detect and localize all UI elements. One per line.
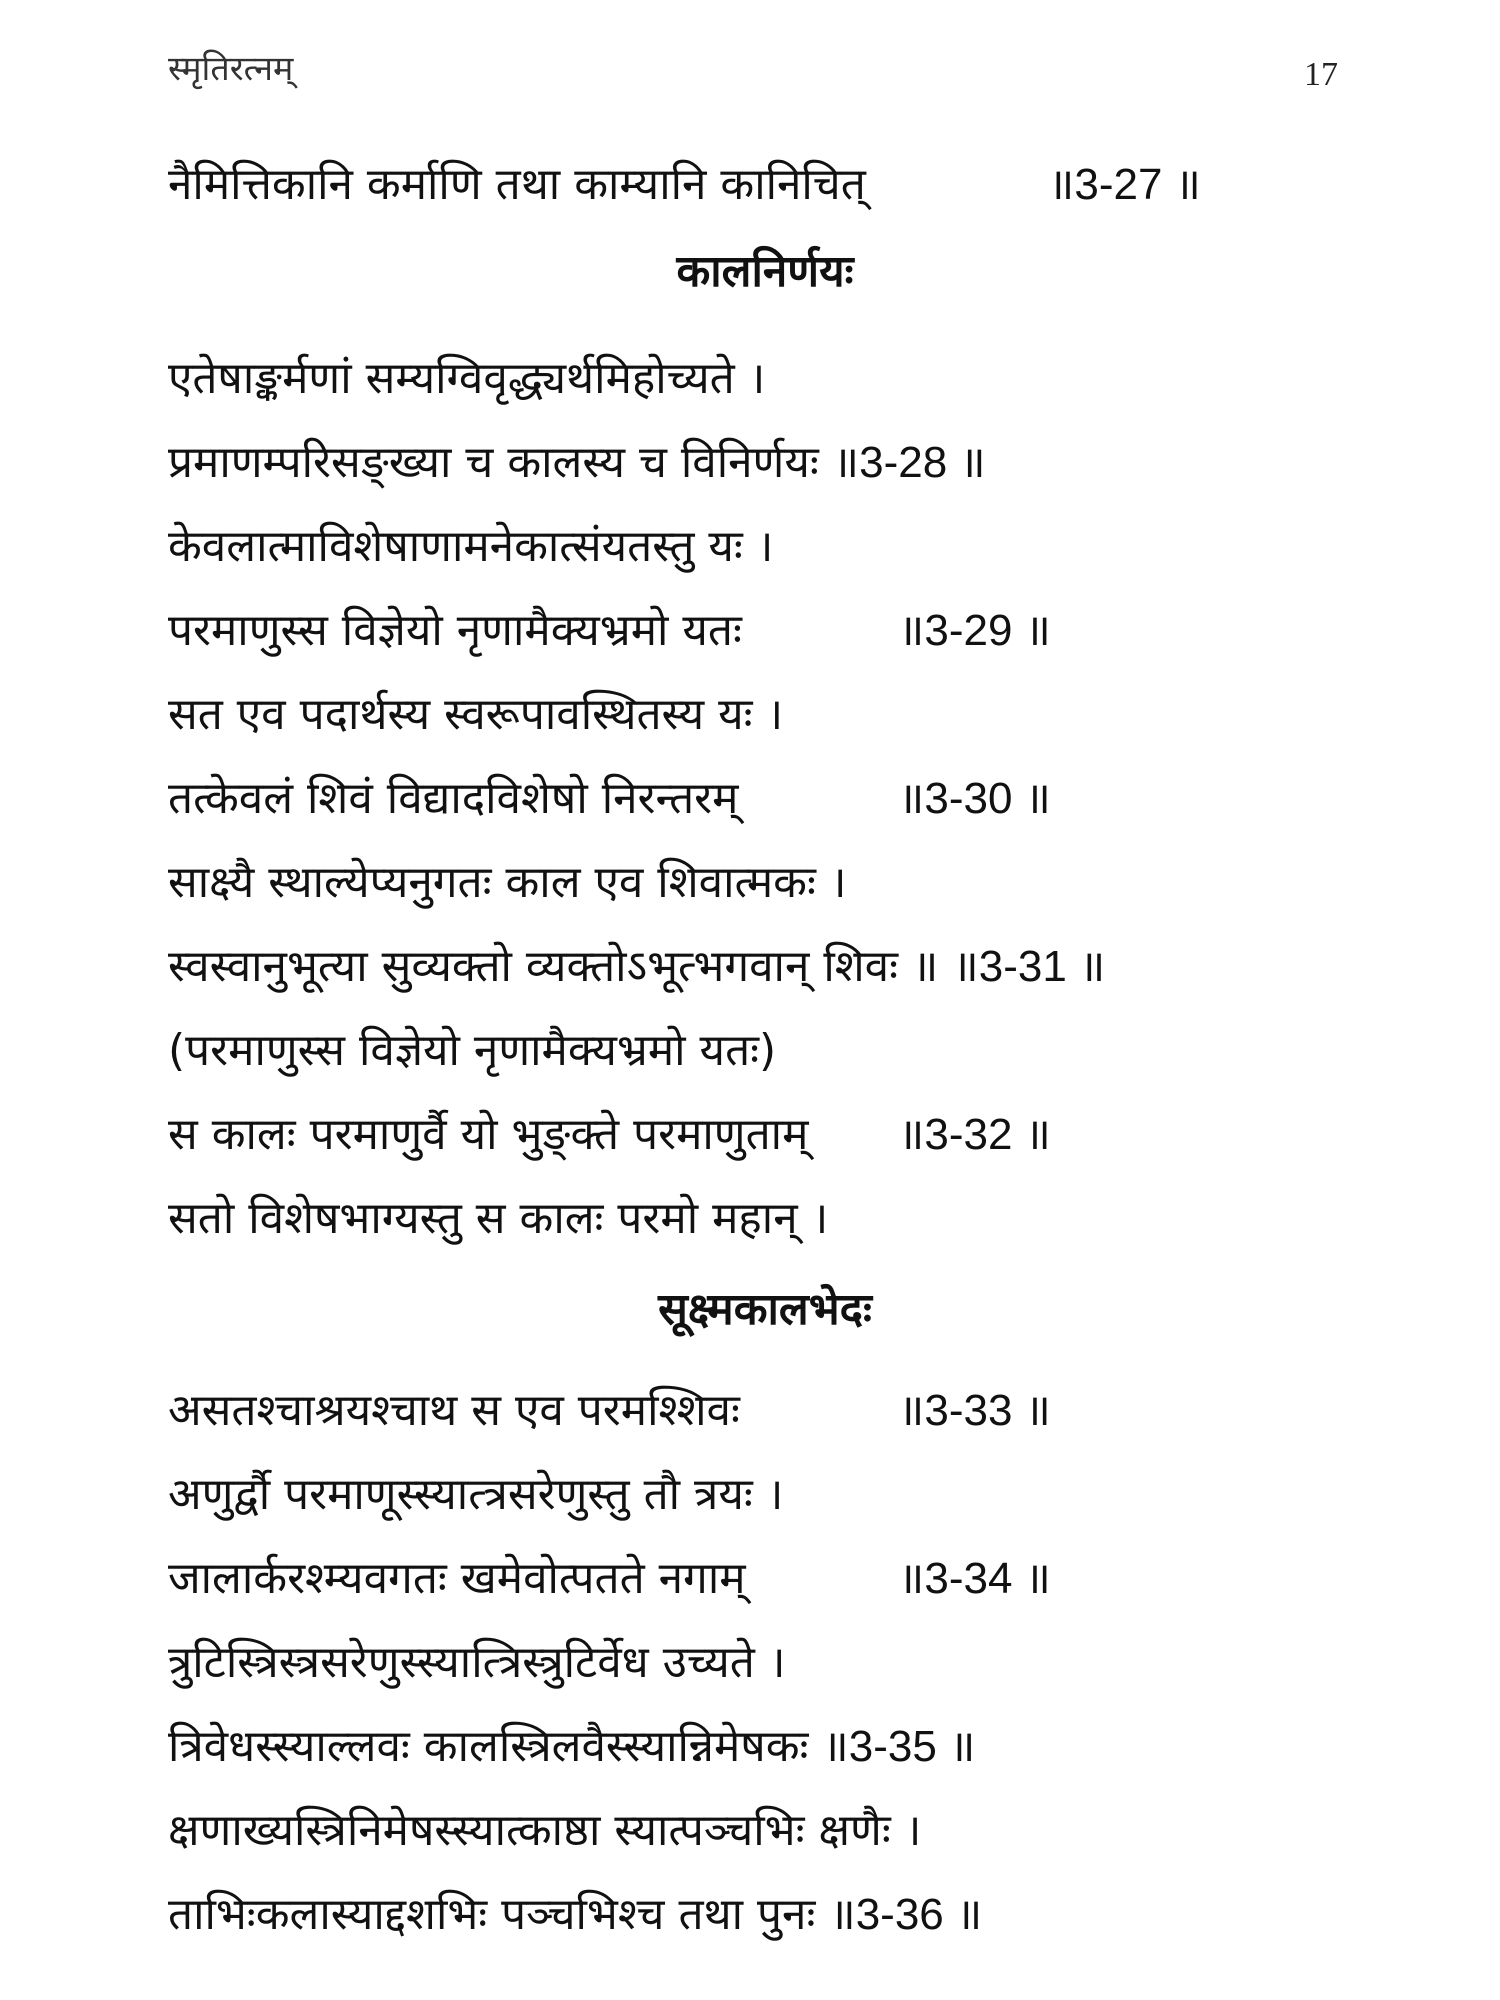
verse-number: ॥3-28 ॥ — [832, 438, 986, 487]
verse-text: ताभिःकलास्याद्दशभिः पञ्चभिश्च तथा पुनः — [168, 1889, 816, 1940]
verse-text: त्रुटिस्त्रिस्त्रसरेणुस्स्यात्त्रिस्त्रुटिर्वेध उच्यते । — [168, 1637, 786, 1688]
verse-number: ॥3-32 ॥ — [898, 1110, 1052, 1159]
verse-line — [168, 1880, 1218, 1944]
verse-text: असतश्चाश्रयश्चाथ स एव परमश्शिवः — [168, 1385, 740, 1436]
verse-text: स्वस्वानुभूत्या सुव्यक्तो व्यक्तोऽभूत्भगवान् शिवः ॥ — [168, 941, 939, 992]
verse-text: जालार्करश्म्यवगतः खमेवोत्पतते नगाम् — [168, 1553, 746, 1604]
verse-line — [168, 1100, 1218, 1164]
verse-text: त्रिवेधस्स्याल्लवः कालस्त्रिलवैस्स्यान्निमेषकः — [168, 1721, 809, 1772]
verse-line — [168, 680, 1218, 744]
verse-text: साक्ष्यै स्थाल्येप्यनुगतः काल एव शिवात्मकः । — [168, 857, 847, 908]
verse-line — [168, 596, 1218, 660]
verse-number: ॥3-27 ॥ — [1048, 160, 1202, 209]
verse-line — [168, 1544, 1218, 1608]
verse-text: केवलात्माविशेषाणामनेकात्संयतस्तु यः । — [168, 521, 774, 572]
verse-line — [168, 150, 1218, 214]
verse-text: परमाणुस्स विज्ञेयो नृणामैक्यभ्रमो यतः — [168, 605, 742, 656]
verse-number: ॥3-30 ॥ — [898, 774, 1052, 823]
verse-line — [168, 1796, 1218, 1860]
verse-number: ॥3-36 ॥ — [829, 1890, 983, 1939]
verse-text: अणुर्द्वौ परमाणूस्स्यात्त्रसरेणुस्तु तौ त्रयः । — [168, 1469, 784, 1520]
verse-number: ॥3-34 ॥ — [898, 1554, 1052, 1603]
verse-line — [168, 764, 1218, 828]
verse-text: एतेषाङ्कर्मणां सम्यग्विवृद्ध्यर्थमिहोच्यते । — [168, 353, 766, 404]
verse-text: नैमित्तिकानि कर्माणि तथा काम्यानि कानिचित् — [168, 159, 866, 210]
verse-text: स कालः परमाणुर्वै यो भुङ्क्ते परमाणुताम् — [168, 1109, 809, 1160]
section-heading-sukshma-kala-bheda: सूक्ष्मकालभेदः — [658, 1284, 872, 1335]
running-head: स्मृतिरत्नम् — [168, 49, 294, 89]
verse-text: (परमाणुस्स विज्ञेयो नृणामैक्यभ्रमो यतः) — [168, 1025, 777, 1076]
verse-line — [168, 932, 1218, 996]
verse-text: तत्केवलं शिवं विद्यादविशेषो निरन्तरम् — [168, 773, 739, 824]
verse-number: ॥3-31 ॥ — [952, 942, 1106, 991]
verse-line — [168, 1460, 1218, 1524]
verse-line — [168, 1628, 1218, 1692]
verse-text: सत एव पदार्थस्य स्वरूपावस्थितस्य यः । — [168, 689, 784, 740]
verse-line — [168, 1184, 1218, 1248]
verse-line — [168, 344, 1218, 408]
verse-text: क्षणाख्यस्त्रिनिमेषस्स्यात्काष्ठा स्यात्पञ्चभिः क्षणैः । — [168, 1805, 922, 1856]
page-number: 17 — [1304, 56, 1338, 93]
section-heading-kala-nirnaya: कालनिर्णयः — [676, 246, 854, 297]
verse-text: सतो विशेषभाग्यस्तु स कालः परमो महान् । — [168, 1193, 829, 1244]
verse-number: ॥3-35 ॥ — [822, 1722, 976, 1771]
verse-line — [168, 512, 1218, 576]
verse-number: ॥3-29 ॥ — [898, 606, 1052, 655]
verse-text: प्रमाणम्परिसङ्ख्या च कालस्य च विनिर्णयः — [168, 437, 819, 488]
verse-line — [168, 1712, 1218, 1776]
verse-line — [168, 1016, 1218, 1080]
verse-line — [168, 1376, 1218, 1440]
verse-line — [168, 428, 1218, 492]
verse-number: ॥3-33 ॥ — [898, 1386, 1052, 1435]
verse-line — [168, 848, 1218, 912]
